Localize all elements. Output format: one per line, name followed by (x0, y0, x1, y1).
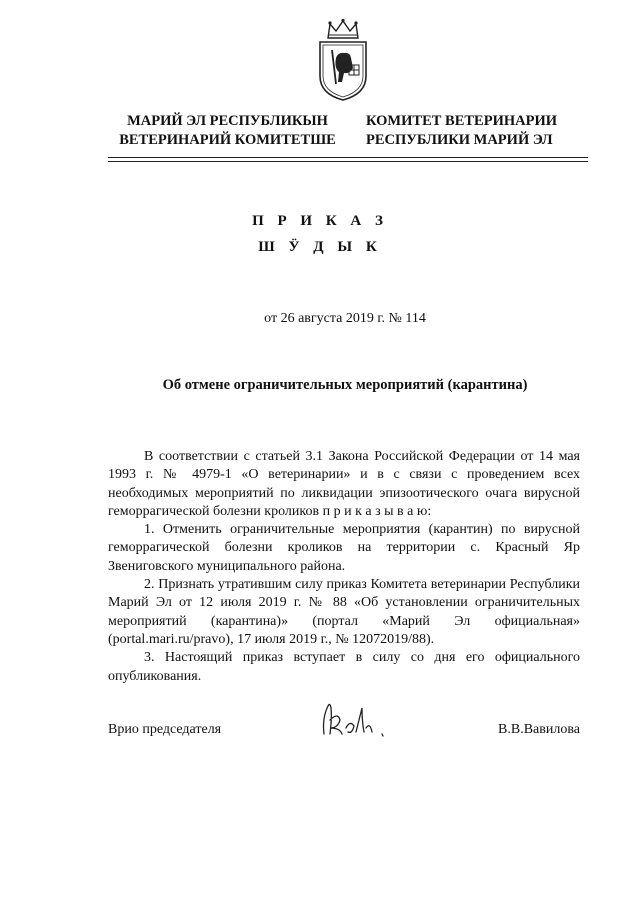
handwritten-signature (316, 698, 396, 742)
header-left-line2: ВЕТЕРИНАРИЙ КОМИТЕТШЕ (119, 132, 336, 148)
document-date: от 26 августа 2019 г. № 114 (264, 311, 426, 326)
body-paragraph: 2. Признать утратившим силу приказ Комитета ветеринарии Республики Марий Эл от 12 июля 2019 г. № 88 «Об установлении ограничительных мероприятий (карантина)» (портал «Марий Эл официальная» (portal.mari.ru/pravo), 17 июля 2019 г., № 12072019/88). (108, 577, 580, 647)
body-paragraph: 1. Отменить ограничительные мероприятия (карантин) по вирусной геморрагической болезни кроликов на территории с. Красный Яр Звениговского муниципального района. (108, 522, 580, 574)
header-divider (108, 157, 588, 158)
document-body (108, 448, 580, 686)
header-left-line1: МАРИЙ ЭЛ РЕСПУБЛИКЫН (127, 113, 328, 129)
header-right-line1: КОМИТЕТ ВЕТЕРИНАРИИ (366, 113, 558, 129)
header-divider-second (108, 161, 588, 162)
signatory-position: Врио председателя (108, 722, 222, 737)
signatory-name: В.В.Вавилова (498, 722, 580, 737)
header-russian-org (366, 112, 576, 150)
document-title-mari: Ш Ӱ Д Ы К (258, 239, 382, 255)
body-paragraph: В соответствии с статьей 3.1 Закона Российской Федерации от 14 мая 1993 г. № 4979-1 «О ветеринарии» и в с связи с проведением всех необходимых мероприятий по ликвидации эпизоотического очага вирусной геморрагической болезни кроликов п р и к а з ы в а ю: (108, 449, 580, 519)
header-right-line2: РЕСПУБЛИКИ МАРИЙ ЭЛ (366, 132, 553, 148)
document-title: П Р И К А З (252, 213, 388, 229)
header-mari-org (105, 112, 350, 150)
document-subject: Об отмене ограничительных мероприятий (карантина) (162, 377, 528, 393)
body-paragraph: 3. Настоящий приказ вступает в силу со дня его официального опубликования. (108, 650, 580, 684)
coat-of-arms-icon (314, 18, 372, 102)
